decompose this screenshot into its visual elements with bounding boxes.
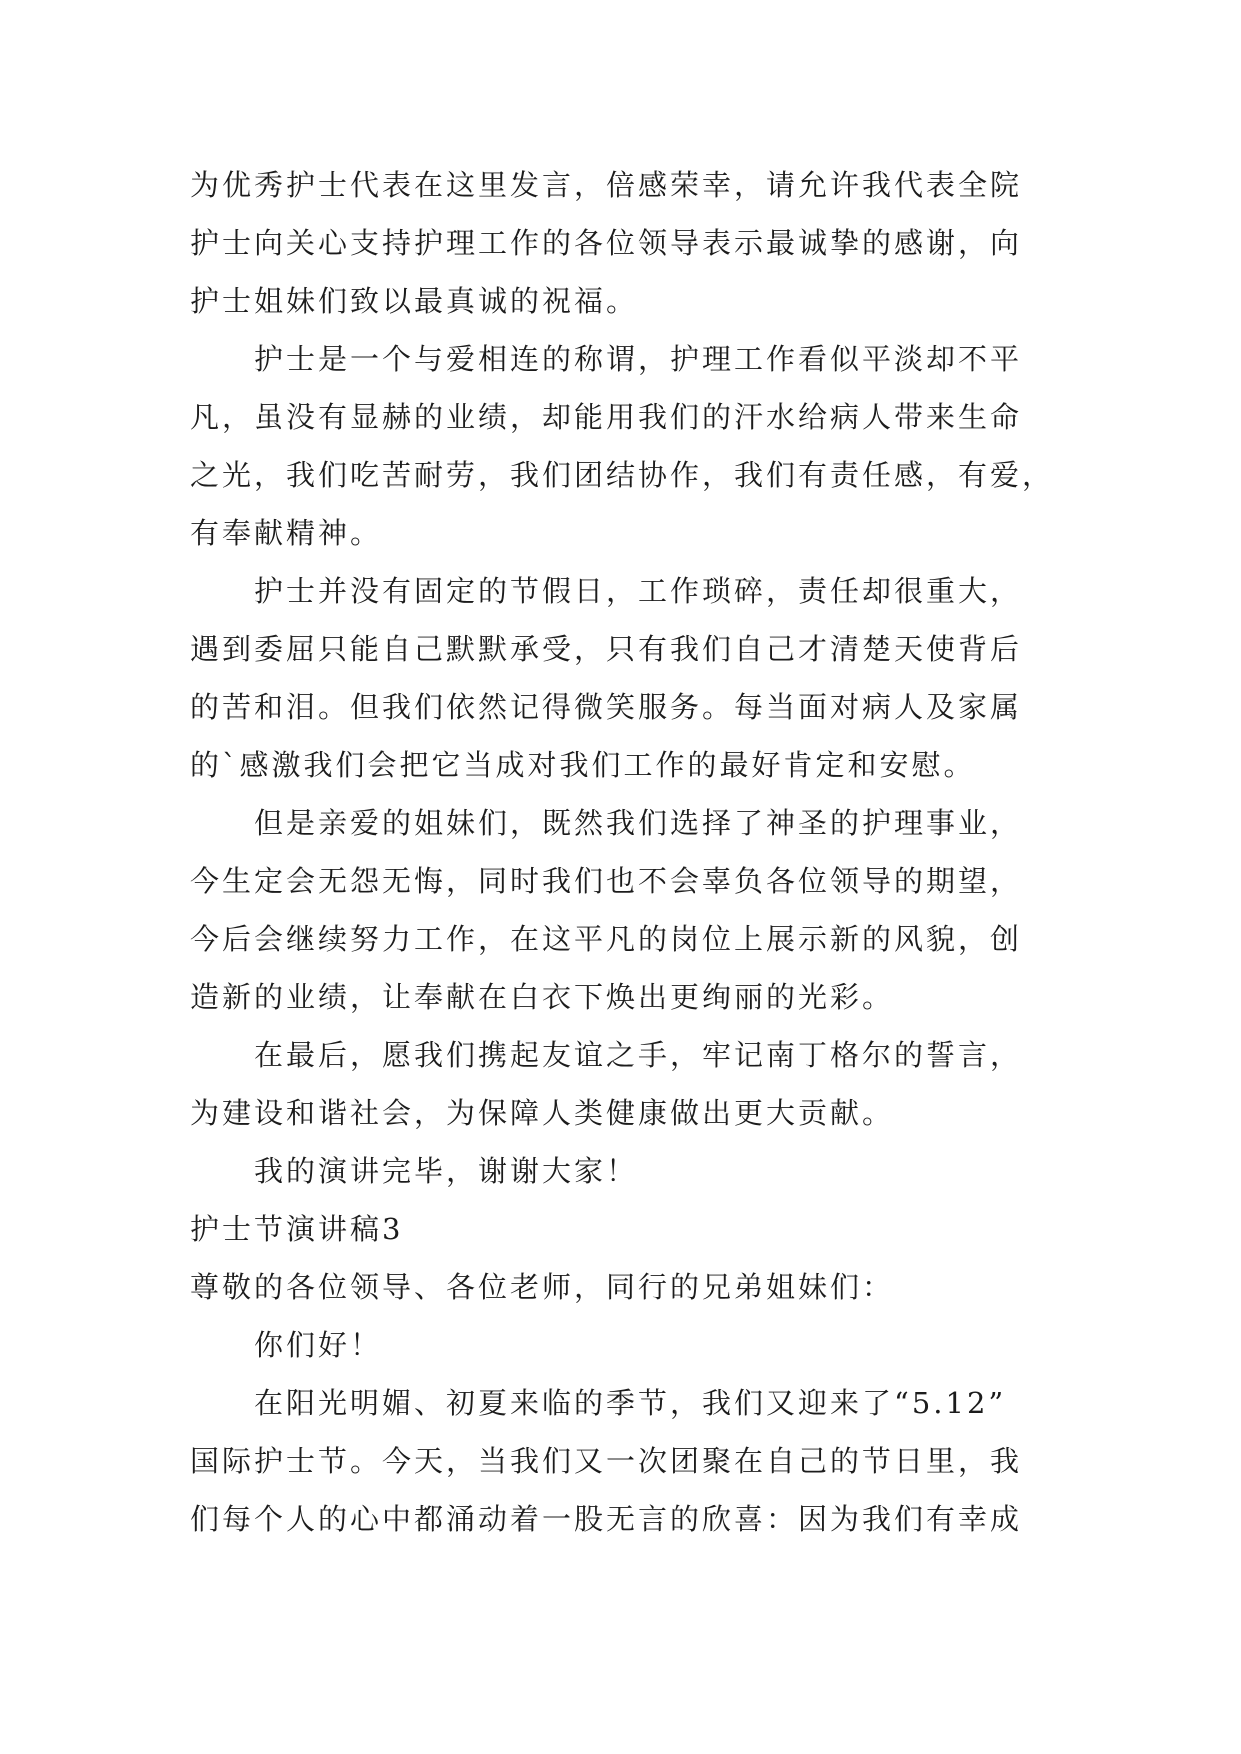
text-line: 的苦和泪。但我们依然记得微笑服务。每当面对病人及家属 bbox=[190, 690, 1023, 724]
paragraph bbox=[190, 1142, 1090, 1200]
paragraph bbox=[190, 562, 1090, 794]
text-line: 遇到委屈只能自己默默承受，只有我们自己才清楚天使背后 bbox=[190, 632, 1023, 666]
text-line: 护士向关心支持护理工作的各位领导表示最诚挚的感谢，向 bbox=[190, 226, 1023, 260]
text-line: 今后会继续努力工作，在这平凡的岗位上展示新的风貌，创 bbox=[190, 922, 1023, 956]
text-line: 为建设和谐社会，为保障人类健康做出更大贡献。 bbox=[190, 1096, 895, 1130]
paragraph bbox=[190, 1374, 1090, 1548]
text-line: 的`感激我们会把它当成对我们工作的最好肯定和安慰。 bbox=[190, 748, 976, 782]
text-line: 护士并没有固定的节假日，工作琐碎，责任却很重大， bbox=[254, 574, 1023, 608]
greeting: 你们好！ bbox=[254, 1328, 383, 1362]
text-line: 为优秀护士代表在这里发言，倍感荣幸，请允许我代表全院 bbox=[190, 168, 1023, 202]
salutation: 尊敬的各位领导、各位老师，同行的兄弟姐妹们： bbox=[190, 1270, 895, 1304]
closing-line: 我的演讲完毕，谢谢大家！ bbox=[254, 1154, 639, 1188]
document-body bbox=[190, 156, 1090, 1548]
text-line: 凡，虽没有显赫的业绩，却能用我们的汗水给病人带来生命 bbox=[190, 400, 1023, 434]
text-line: 但是亲爱的姐妹们，既然我们选择了神圣的护理事业， bbox=[254, 806, 1023, 840]
paragraph bbox=[190, 1026, 1090, 1142]
text-line: 在最后，愿我们携起友谊之手，牢记南丁格尔的誓言， bbox=[254, 1038, 1023, 1072]
text-line: 护士是一个与爱相连的称谓，护理工作看似平淡却不平 bbox=[254, 342, 1023, 376]
text-line: 们每个人的心中都涌动着一股无言的欣喜：因为我们有幸成 bbox=[190, 1502, 1023, 1536]
text-line: 有奉献精神。 bbox=[190, 516, 383, 550]
section-title: 护士节演讲稿3 bbox=[190, 1212, 404, 1246]
text-line: 造新的业绩，让奉献在白衣下焕出更绚丽的光彩。 bbox=[190, 980, 895, 1014]
paragraph bbox=[190, 794, 1090, 1026]
text-line: 在阳光明媚、初夏来临的季节，我们又迎来了“5.12” bbox=[254, 1386, 1007, 1420]
text-line: 国际护士节。今天，当我们又一次团聚在自己的节日里，我 bbox=[190, 1444, 1023, 1478]
paragraph bbox=[190, 330, 1090, 562]
text-line: 护士姐妹们致以最真诚的祝福。 bbox=[190, 284, 639, 318]
text-line: 今生定会无怨无悔，同时我们也不会辜负各位领导的期望， bbox=[190, 864, 1023, 898]
paragraph bbox=[190, 156, 1090, 330]
text-line: 之光，我们吃苦耐劳，我们团结协作，我们有责任感，有爱， bbox=[190, 458, 1055, 492]
